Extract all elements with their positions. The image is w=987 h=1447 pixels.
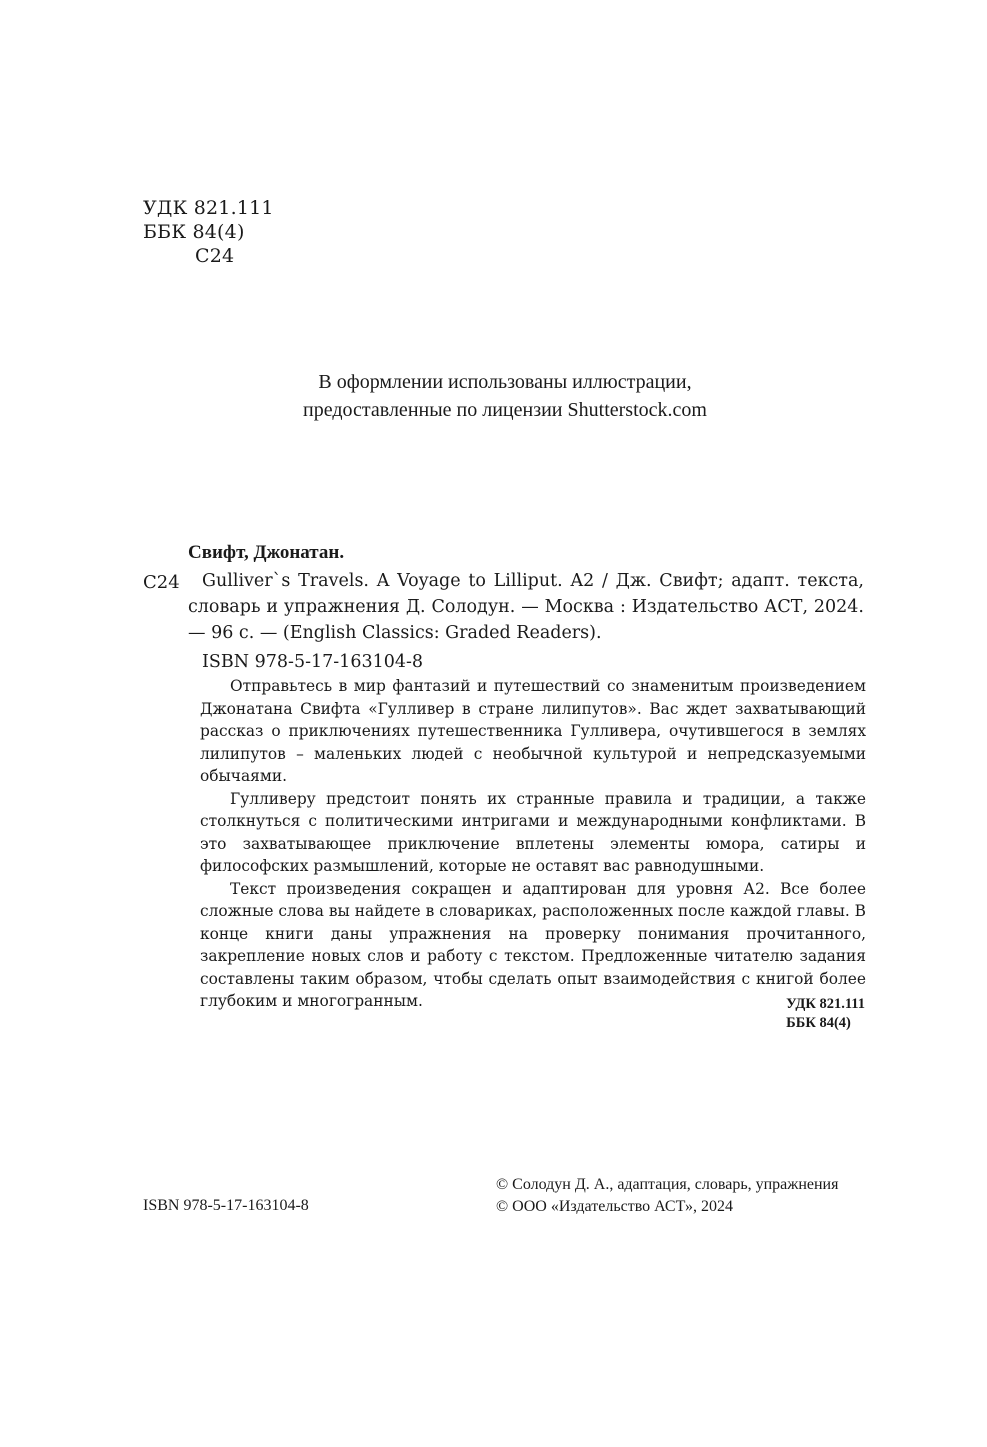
annotation-paragraph: Гулливеру предстоит понять их странные правила и традиции, а также столкнуться с политическими интригами и международными конфликтами. В это захватывающее приключение вплетены элементы юмора, сатиры и философских размышлений, которые не оставят вас равнодушными. (200, 789, 866, 875)
copyright-publisher: © ООО «Издательство АСТ», 2024 (496, 1198, 733, 1215)
annotation-paragraph: Отправьтесь в мир фантазий и путешествий со знаменитым произведением Джонатана Свифта «Гулливер в стране лилипутов». Вас ждет захватывающий рассказ о приключениях путешественника Гулливера, очутившегося в землях лилипутов – маленьких людей с необычной культурой и непредсказуемыми обычаями. (200, 677, 866, 785)
udk-code: УДК 821.111 (143, 197, 274, 219)
annotation (200, 675, 866, 1013)
record-author-sign: С24 (143, 572, 180, 593)
copyright-adaptation: © Солодун Д. А., адаптация, словарь, упражнения (496, 1176, 839, 1193)
annotation-paragraph: Текст произведения сокращен и адаптирован для уровня А2. Все более сложные слова вы найдете в словариках, расположенных после каждой главы. В конце книги даны упражнения на проверку понимания прочитанного, закрепление новых слов и работу с текстом. Предложенные читателю задания составлены таким образом, чтобы сделать опыт взаимодействия с книгой более глубоким и многогранным. (200, 879, 866, 1010)
annotation-codes (786, 995, 865, 1033)
author-heading: Свифт, Джонатан. (188, 542, 345, 563)
footer-isbn: ISBN 978-5-17-163104-8 (143, 1197, 309, 1214)
classification-codes (143, 196, 274, 268)
illustrations-line-1: В оформлении использованы иллюстрации, (318, 371, 692, 393)
record-isbn: ISBN 978-5-17-163104-8 (202, 652, 424, 672)
copyright-block (496, 1174, 838, 1218)
author-sign: С24 (195, 245, 235, 267)
annotation-udk: УДК 821.111 (786, 996, 865, 1012)
illustrations-note (180, 368, 830, 424)
illustrations-line-2: предоставленные по лицензии Shutterstock.com (303, 399, 707, 421)
bbk-code: ББК 84(4) (143, 221, 245, 243)
bibliographic-description: Gulliver`s Travels. A Voyage to Lilliput. A2 / Дж. Свифт; адапт. текста, словарь и упражнения Д. Солодун. — Москва : Издательство АСТ, 2024. — 96 с. — (English Classics: Graded Readers). (188, 571, 864, 643)
annotation-bbk: ББК 84(4) (786, 1015, 851, 1031)
